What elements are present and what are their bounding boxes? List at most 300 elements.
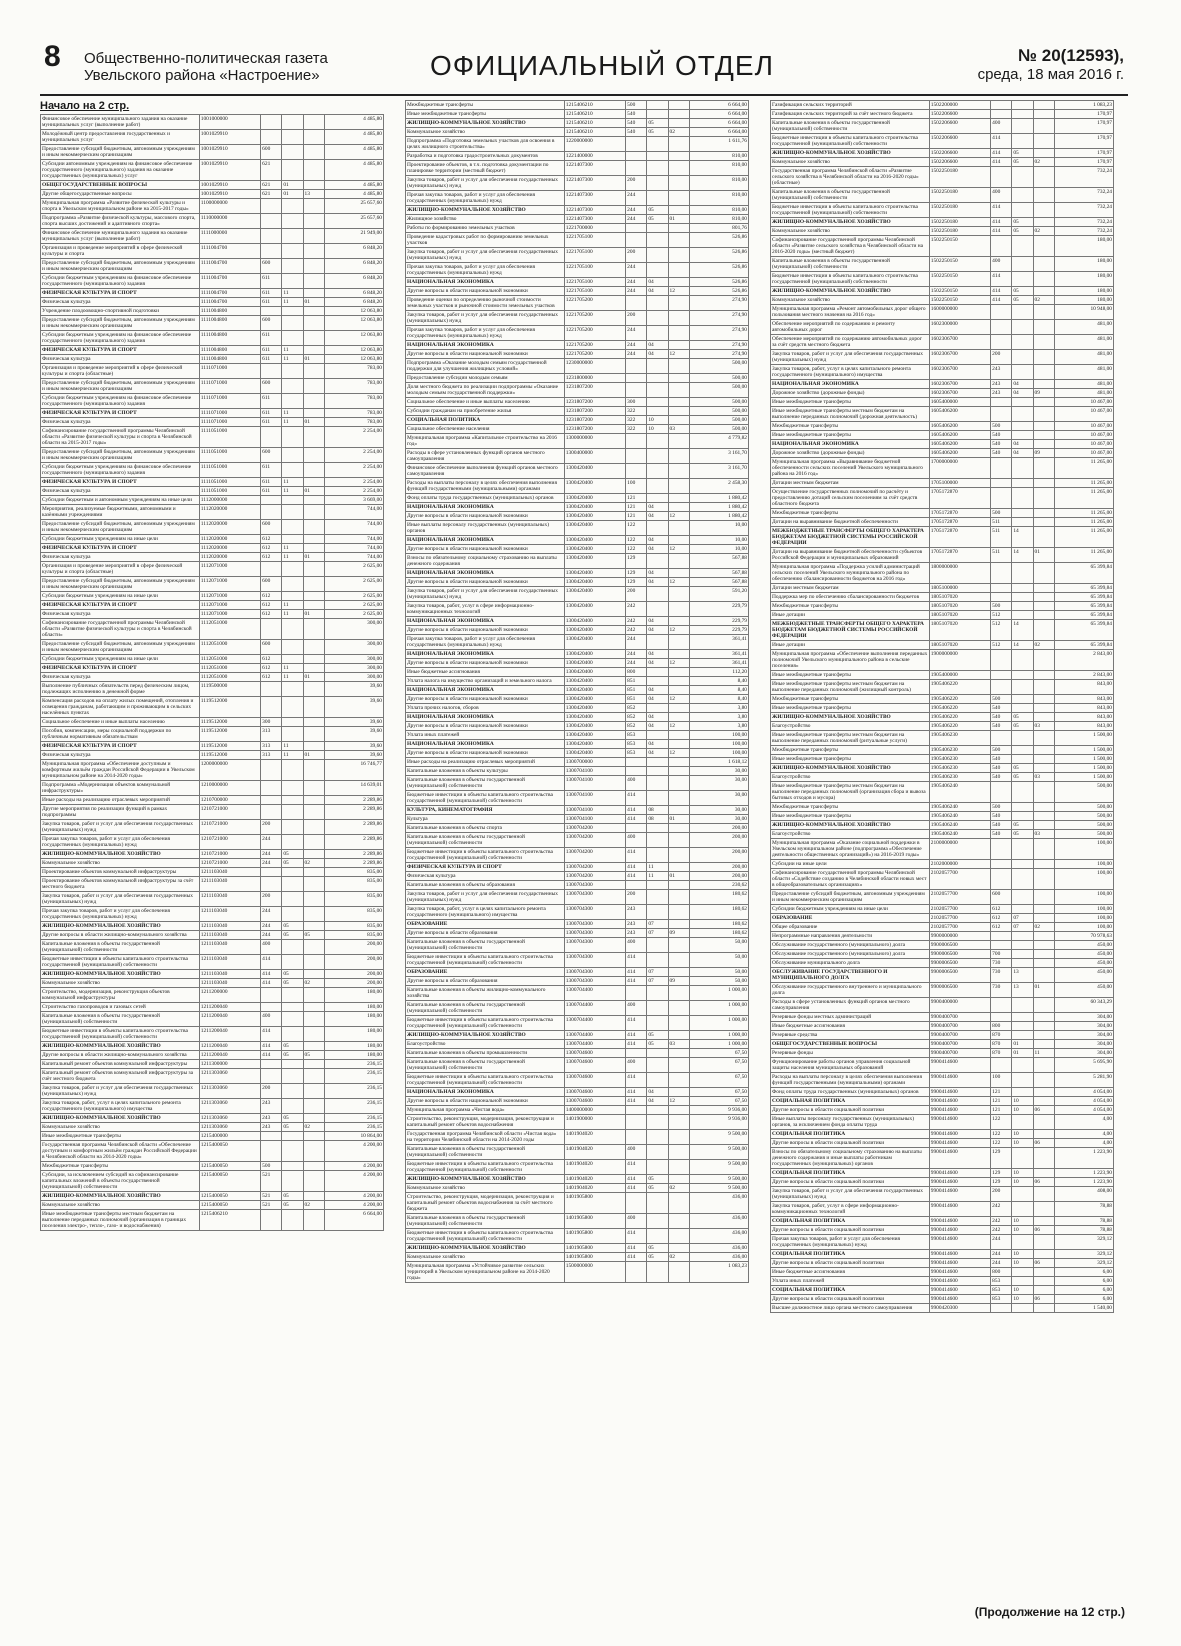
row-subsection: 02 — [1033, 227, 1054, 236]
table-row — [771, 773, 1114, 782]
issue-date: среда, 18 мая 2016 г. — [977, 66, 1124, 83]
row-code: 1500000000 — [564, 1262, 625, 1283]
row-subsection — [1033, 509, 1054, 518]
row-subsection — [303, 1069, 324, 1084]
row-code: 1602300000 — [929, 320, 990, 335]
row-name: Прочая закупка товаров, работ и услуг для обеспечения государственных (муниципальных) нужд — [771, 1235, 930, 1250]
row-expense-type: 612 — [261, 664, 282, 673]
row-subsection — [303, 727, 324, 742]
row-section: 05 — [282, 1123, 303, 1132]
row-expense-type: 400 — [626, 938, 647, 953]
row-expense-type: 200 — [991, 350, 1012, 365]
row-amount: 9 500,00 — [689, 1184, 748, 1193]
row-name: Прочая закупка товаров, работ и услуг для обеспечения государственных (муниципальных) нужд — [41, 835, 200, 850]
row-amount: 6 848,20 — [324, 244, 383, 259]
row-amount: 1 083,23 — [689, 1262, 748, 1283]
row-amount: 1 000,00 — [689, 1031, 748, 1040]
row-section: 11 — [282, 418, 303, 427]
table-row — [406, 905, 749, 920]
row-name: Физическая культура — [41, 553, 200, 562]
table-row — [771, 983, 1114, 998]
row-subsection — [303, 1099, 324, 1114]
row-expense-type — [261, 115, 282, 130]
row-subsection — [668, 1229, 689, 1244]
row-amount: 329,12 — [1054, 1250, 1113, 1259]
row-code: 1401905800 — [564, 1214, 625, 1229]
row-section — [282, 592, 303, 601]
row-subsection — [668, 1214, 689, 1229]
row-section — [647, 668, 668, 677]
row-subsection — [303, 229, 324, 244]
table-row — [41, 931, 384, 940]
row-section: 10 — [1012, 1178, 1033, 1187]
row-amount: 361,41 — [689, 659, 748, 668]
row-subsection — [303, 1042, 324, 1051]
row-subsection — [1033, 1277, 1054, 1286]
row-subsection — [1033, 890, 1054, 905]
row-name: ЖИЛИЩНО-КОММУНАЛЬНОЕ ХОЗЯЙСТВО — [406, 1244, 565, 1253]
row-code: 1502250180 — [929, 203, 990, 218]
table-row — [771, 380, 1114, 389]
row-amount: 274,90 — [689, 350, 748, 359]
row-code: 1502206600 — [929, 134, 990, 149]
row-amount: 810,00 — [689, 215, 748, 224]
row-expense-type: 851 — [626, 677, 647, 686]
row-section: 05 — [647, 1253, 668, 1262]
row-section — [1012, 479, 1033, 488]
row-expense-type — [626, 1193, 647, 1214]
row-amount: 481,00 — [1054, 335, 1113, 350]
row-amount: 180,00 — [1054, 296, 1113, 305]
row-subsection — [1033, 1187, 1054, 1202]
row-code: 1401905800 — [564, 1244, 625, 1253]
row-name: Закупка товаров, работ и услуг для обеспечения государственных (муниципальных) нужд — [406, 176, 565, 191]
row-subsection — [668, 863, 689, 872]
row-subsection — [303, 1210, 324, 1231]
row-code: 9900400700 — [929, 1013, 990, 1022]
row-amount: 274,90 — [689, 311, 748, 326]
row-section — [647, 1262, 668, 1283]
row-amount: 8,40 — [689, 677, 748, 686]
row-expense-type: 414 — [626, 1073, 647, 1088]
row-amount: 78,88 — [1054, 1202, 1113, 1217]
row-section — [282, 727, 303, 742]
issue-info — [978, 46, 1124, 84]
row-amount: 170,97 — [1054, 134, 1113, 149]
row-expense-type: 243 — [261, 1099, 282, 1114]
row-name: Обслуживание государственного внутреннего и муниципального долга — [771, 983, 930, 998]
row-name: Закупка товаров, работ и услуг для обеспечения государственных (муниципальных) нужд — [771, 1187, 930, 1202]
row-expense-type: 600 — [261, 577, 282, 592]
row-section — [282, 244, 303, 259]
row-subsection: 09 — [668, 929, 689, 938]
row-subsection — [303, 601, 324, 610]
row-subsection: 12 — [668, 350, 689, 359]
row-amount: 180,00 — [324, 1051, 383, 1060]
row-name: Закупка товаров, работ и услуг для обеспечения государственных (муниципальных) нужд — [41, 1084, 200, 1099]
row-section: 14 — [1012, 548, 1033, 563]
row-amount: 526,86 — [689, 233, 748, 248]
row-code: 1221705200 — [564, 311, 625, 326]
row-code: 1211103040 — [199, 979, 260, 988]
row-amount: 30,00 — [689, 806, 748, 815]
row-section: 14 — [1012, 620, 1033, 641]
table-row — [771, 167, 1114, 188]
row-name: Функционирование работы органов управления социальной защиты населения муниципальных образований — [771, 1058, 930, 1073]
row-name: ЖИЛИЩНО-КОММУНАЛЬНОЕ ХОЗЯЙСТВО — [406, 1031, 565, 1040]
row-subsection: 12 — [668, 722, 689, 731]
row-section — [282, 1060, 303, 1069]
row-expense-type: 244 — [991, 1235, 1012, 1250]
row-expense-type: 851 — [626, 686, 647, 695]
row-amount: 100,00 — [1054, 839, 1113, 860]
row-expense-type: 870 — [991, 1049, 1012, 1058]
row-name: Работы по формированию земельных участков — [406, 224, 565, 233]
row-name: СОЦИАЛЬНАЯ ПОЛИТИКА — [771, 1217, 930, 1226]
row-section — [647, 731, 668, 740]
row-code: 9900414600 — [929, 1097, 990, 1106]
row-code: 1215406210 — [199, 1210, 260, 1231]
row-expense-type: 242 — [626, 626, 647, 635]
table-row — [41, 1003, 384, 1012]
row-section: 04 — [647, 1097, 668, 1106]
row-amount: 100,00 — [1054, 905, 1113, 914]
row-section — [282, 640, 303, 655]
row-subsection: 06 — [1033, 1139, 1054, 1148]
row-subsection — [1033, 563, 1054, 584]
row-name: Иные дотации — [771, 641, 930, 650]
row-amount: 783,00 — [324, 409, 383, 418]
row-name: Закупка товаров, работ и услуг для обеспечения государственных (муниципальных) нужд — [41, 820, 200, 835]
row-code: 1220000000 — [564, 137, 625, 152]
row-code: 1300400000 — [564, 449, 625, 464]
row-expense-type — [626, 986, 647, 1001]
row-subsection — [303, 955, 324, 970]
row-name: Капитальные вложения в объекты промышленности — [406, 1049, 565, 1058]
table-row — [771, 320, 1114, 335]
row-code: 1602306700 — [929, 350, 990, 365]
row-section — [282, 160, 303, 181]
row-amount: 481,00 — [1054, 320, 1113, 335]
row-code: 1300704400 — [564, 986, 625, 1001]
row-expense-type — [261, 1210, 282, 1231]
row-subsection: 01 — [303, 751, 324, 760]
row-code: 1605400000 — [929, 398, 990, 407]
table-row — [406, 833, 749, 848]
row-code: 1300704600 — [564, 1058, 625, 1073]
row-section: 11 — [282, 751, 303, 760]
table-row — [41, 316, 384, 331]
row-subsection — [1033, 257, 1054, 272]
row-code: 1300704300 — [564, 977, 625, 986]
row-name: Обеспечение мероприятий по содержанию автомобильных дорог за счёт средств местного бюджета — [771, 335, 930, 350]
row-amount: 180,62 — [689, 929, 748, 938]
row-code: 1300704100 — [564, 776, 625, 791]
table-row — [41, 796, 384, 805]
row-subsection — [1033, 167, 1054, 188]
row-code: 1300704200 — [564, 848, 625, 863]
table-row — [771, 722, 1114, 731]
row-expense-type: 611 — [261, 463, 282, 478]
row-subsection — [1033, 812, 1054, 821]
row-name: Осуществление государственных полномочий по расчёту и предоставлению дотаций сельским поселениям за счёт средств областного бюджета — [771, 488, 930, 509]
row-subsection — [1033, 611, 1054, 620]
row-code: 1112071000 — [199, 601, 260, 610]
row-subsection — [1033, 764, 1054, 773]
row-amount: 2 254,00 — [324, 463, 383, 478]
row-expense-type: 540 — [991, 755, 1012, 764]
row-amount: 1 000,00 — [689, 1040, 748, 1049]
row-name: Уплата прочих налогов, сборов — [406, 704, 565, 713]
row-section: 04 — [647, 569, 668, 578]
row-amount: 4 200,00 — [324, 1141, 383, 1162]
row-name: Другие вопросы в области национальной экономики — [406, 350, 565, 359]
table-row — [406, 398, 749, 407]
row-section — [647, 890, 668, 905]
row-name: Субсидии бюджетным учреждениям на иные цели — [41, 535, 200, 544]
row-section: 05 — [1012, 764, 1033, 773]
row-name: Благоустройство — [406, 1040, 565, 1049]
row-section — [1012, 839, 1033, 860]
row-code: 1211103040 — [199, 868, 260, 877]
table-row — [406, 626, 749, 635]
budget-table-2 — [405, 100, 749, 1283]
row-amount: 180,00 — [324, 1003, 383, 1012]
row-subsection — [303, 1171, 324, 1192]
row-subsection — [303, 697, 324, 718]
row-code: 1401905800 — [564, 1229, 625, 1244]
row-subsection — [1033, 968, 1054, 983]
row-expense-type: 730 — [991, 968, 1012, 983]
row-name: Социальное обеспечение и иные выплаты населению — [41, 718, 200, 727]
table-row — [41, 355, 384, 364]
row-name: Организация и проведение мероприятий в сфере физической культуры и спорта (областные) — [41, 562, 200, 577]
table-row — [406, 920, 749, 929]
row-subsection: 01 — [303, 418, 324, 427]
row-code: 1211303060 — [199, 1123, 260, 1132]
row-name: Прочая закупка товаров, работ и услуг для обеспечения государственных (муниципальных) нужд — [406, 635, 565, 650]
row-expense-type: 244 — [626, 215, 647, 224]
row-code: 1112051000 — [199, 619, 260, 640]
row-expense-type: 121 — [626, 494, 647, 503]
row-subsection — [1033, 188, 1054, 203]
row-code: 1602306700 — [929, 380, 990, 389]
table-row — [406, 1016, 749, 1031]
row-name: Жилищное хозяйство — [406, 215, 565, 224]
row-section: 10 — [1012, 1250, 1033, 1259]
row-subsection — [303, 478, 324, 487]
row-code: 1300704300 — [564, 938, 625, 953]
row-expense-type — [626, 359, 647, 374]
row-subsection — [303, 115, 324, 130]
row-name: Строительство газопроводов и газовых сетей — [41, 1003, 200, 1012]
row-expense-type: 244 — [626, 278, 647, 287]
row-name: Межбюджетные трансферты — [771, 746, 930, 755]
row-section — [647, 311, 668, 326]
row-amount: 2 254,00 — [324, 478, 383, 487]
row-expense-type: 730 — [991, 983, 1012, 998]
row-amount: 236,15 — [324, 1060, 383, 1069]
row-expense-type: 600 — [261, 448, 282, 463]
row-expense-type — [991, 932, 1012, 941]
row-expense-type: 611 — [261, 289, 282, 298]
row-name: Иные межбюджетные трансферты местным бюджетам на выполнение переданных полномочий (организация в границах поселения электро-, тепло-, газо- и водоснабжения) — [41, 1210, 200, 1231]
row-expense-type — [261, 244, 282, 259]
row-section — [647, 191, 668, 206]
row-amount: 6,00 — [1054, 1277, 1113, 1286]
row-code: 1502250180 — [929, 227, 990, 236]
table-row — [771, 593, 1114, 602]
table-row — [406, 749, 749, 758]
row-subsection — [1033, 932, 1054, 941]
row-expense-type: 400 — [991, 119, 1012, 134]
row-section: 11 — [282, 544, 303, 553]
row-subsection — [668, 407, 689, 416]
row-expense-type: 244 — [626, 659, 647, 668]
row-name: Другие вопросы в области социальной политики — [771, 1295, 930, 1304]
table-row — [771, 1040, 1114, 1049]
table-row — [406, 872, 749, 881]
row-name: Обслуживание муниципального долга — [771, 959, 930, 968]
row-code: 1211200040 — [199, 1027, 260, 1042]
table-row — [406, 1097, 749, 1106]
row-expense-type — [626, 296, 647, 311]
row-amount: 12 063,80 — [324, 355, 383, 364]
row-name: Коммунальное хозяйство — [41, 1201, 200, 1210]
table-row — [406, 569, 749, 578]
row-subsection — [303, 640, 324, 655]
row-section — [647, 1214, 668, 1229]
row-subsection — [668, 881, 689, 890]
row-code: 9900400700 — [929, 1022, 990, 1031]
table-row — [771, 227, 1114, 236]
row-expense-type: 540 — [626, 128, 647, 137]
table-row — [771, 713, 1114, 722]
row-expense-type: 414 — [991, 134, 1012, 149]
row-subsection — [668, 587, 689, 602]
table-row — [771, 1295, 1114, 1304]
row-subsection — [1033, 1013, 1054, 1022]
row-section — [647, 824, 668, 833]
table-row — [771, 527, 1114, 548]
row-expense-type — [261, 1003, 282, 1012]
table-row — [771, 1088, 1114, 1097]
row-amount: 11 265,00 — [1054, 458, 1113, 479]
row-expense-type: 122 — [626, 545, 647, 554]
row-expense-type: 414 — [626, 815, 647, 824]
row-name: Физическая культура — [41, 487, 200, 496]
row-subsection — [668, 806, 689, 815]
row-section: 04 — [647, 350, 668, 359]
row-subsection — [303, 655, 324, 664]
row-code: 1401904020 — [564, 1184, 625, 1193]
row-section — [1012, 398, 1033, 407]
row-code: 1210721000 — [199, 850, 260, 859]
table-row — [406, 587, 749, 602]
row-code: 9900006500 — [929, 959, 990, 968]
row-code: 1111004800 — [199, 307, 260, 316]
row-amount: 1 000,00 — [689, 1016, 748, 1031]
row-section: 07 — [1012, 923, 1033, 932]
row-subsection — [1033, 350, 1054, 365]
row-amount: 500,00 — [689, 359, 748, 374]
row-section — [647, 635, 668, 650]
row-expense-type: 121 — [991, 1106, 1012, 1115]
row-code: 2102057700 — [929, 869, 990, 890]
row-expense-type: 129 — [991, 1178, 1012, 1187]
row-subsection: 11 — [1033, 1049, 1054, 1058]
row-amount: 500,00 — [1054, 812, 1113, 821]
row-subsection — [1033, 1031, 1054, 1040]
row-name: Физическая культура — [41, 298, 200, 307]
row-amount: 783,00 — [324, 418, 383, 427]
row-code: 1300704400 — [564, 1031, 625, 1040]
row-subsection — [1033, 236, 1054, 257]
table-row — [41, 1027, 384, 1042]
row-section: 05 — [647, 1184, 668, 1193]
row-amount: 1 880,42 — [689, 494, 748, 503]
row-section — [282, 697, 303, 718]
row-subsection — [668, 1145, 689, 1160]
row-code: 2100000000 — [929, 839, 990, 860]
newspaper-name-line2: Увельского района «Настроение» — [84, 67, 320, 84]
row-code: 1905406230 — [929, 755, 990, 764]
row-expense-type: 540 — [991, 773, 1012, 782]
row-code: 1111004700 — [199, 289, 260, 298]
row-name: Предоставление субсидий бюджетным, автономным учреждениям и иным некоммерческим организациям — [41, 379, 200, 394]
row-subsection: 09 — [668, 977, 689, 986]
row-section — [1012, 905, 1033, 914]
row-expense-type: 414 — [626, 1160, 647, 1175]
table-row — [771, 1058, 1114, 1073]
row-subsection — [668, 536, 689, 545]
row-section — [282, 1099, 303, 1114]
row-section — [282, 331, 303, 346]
row-amount: 10 948,00 — [1054, 305, 1113, 320]
row-subsection — [303, 868, 324, 877]
row-section — [282, 1210, 303, 1231]
row-code: 9900414600 — [929, 1178, 990, 1187]
row-section — [282, 199, 303, 214]
row-code: 2102057700 — [929, 923, 990, 932]
row-code: 1112051000 — [199, 655, 260, 664]
row-amount: 10 864,00 — [324, 1132, 383, 1141]
row-expense-type — [991, 782, 1012, 803]
row-subsection — [303, 130, 324, 145]
table-row — [406, 110, 749, 119]
row-name: Финансовое обеспечение муниципального задания на оказание муниципальных услуг (выполнение работ) — [41, 229, 200, 244]
row-amount: 1 500,00 — [1054, 764, 1113, 773]
row-expense-type — [991, 1013, 1012, 1022]
row-expense-type: 852 — [626, 713, 647, 722]
row-name: Коммунальное хозяйство — [771, 158, 930, 167]
row-name: Фонд оплаты труда государственных (муниципальных) органов — [406, 494, 565, 503]
row-expense-type — [261, 619, 282, 640]
row-amount: 3,80 — [689, 722, 748, 731]
row-amount: 2 843,00 — [1054, 650, 1113, 671]
row-amount: 170,97 — [1054, 119, 1113, 134]
row-amount: 835,00 — [324, 868, 383, 877]
row-code: 1221705200 — [564, 326, 625, 341]
row-name: Мероприятия, реализуемые бюджетными, автономными и казёнными учреждениями — [41, 505, 200, 520]
row-code: 1605406200 — [929, 449, 990, 458]
row-amount: 1 083,23 — [1054, 101, 1113, 110]
row-amount: 732,24 — [1054, 167, 1113, 188]
row-subsection — [1033, 1250, 1054, 1259]
row-expense-type: 500 — [991, 695, 1012, 704]
row-section — [282, 394, 303, 409]
row-expense-type — [261, 781, 282, 796]
